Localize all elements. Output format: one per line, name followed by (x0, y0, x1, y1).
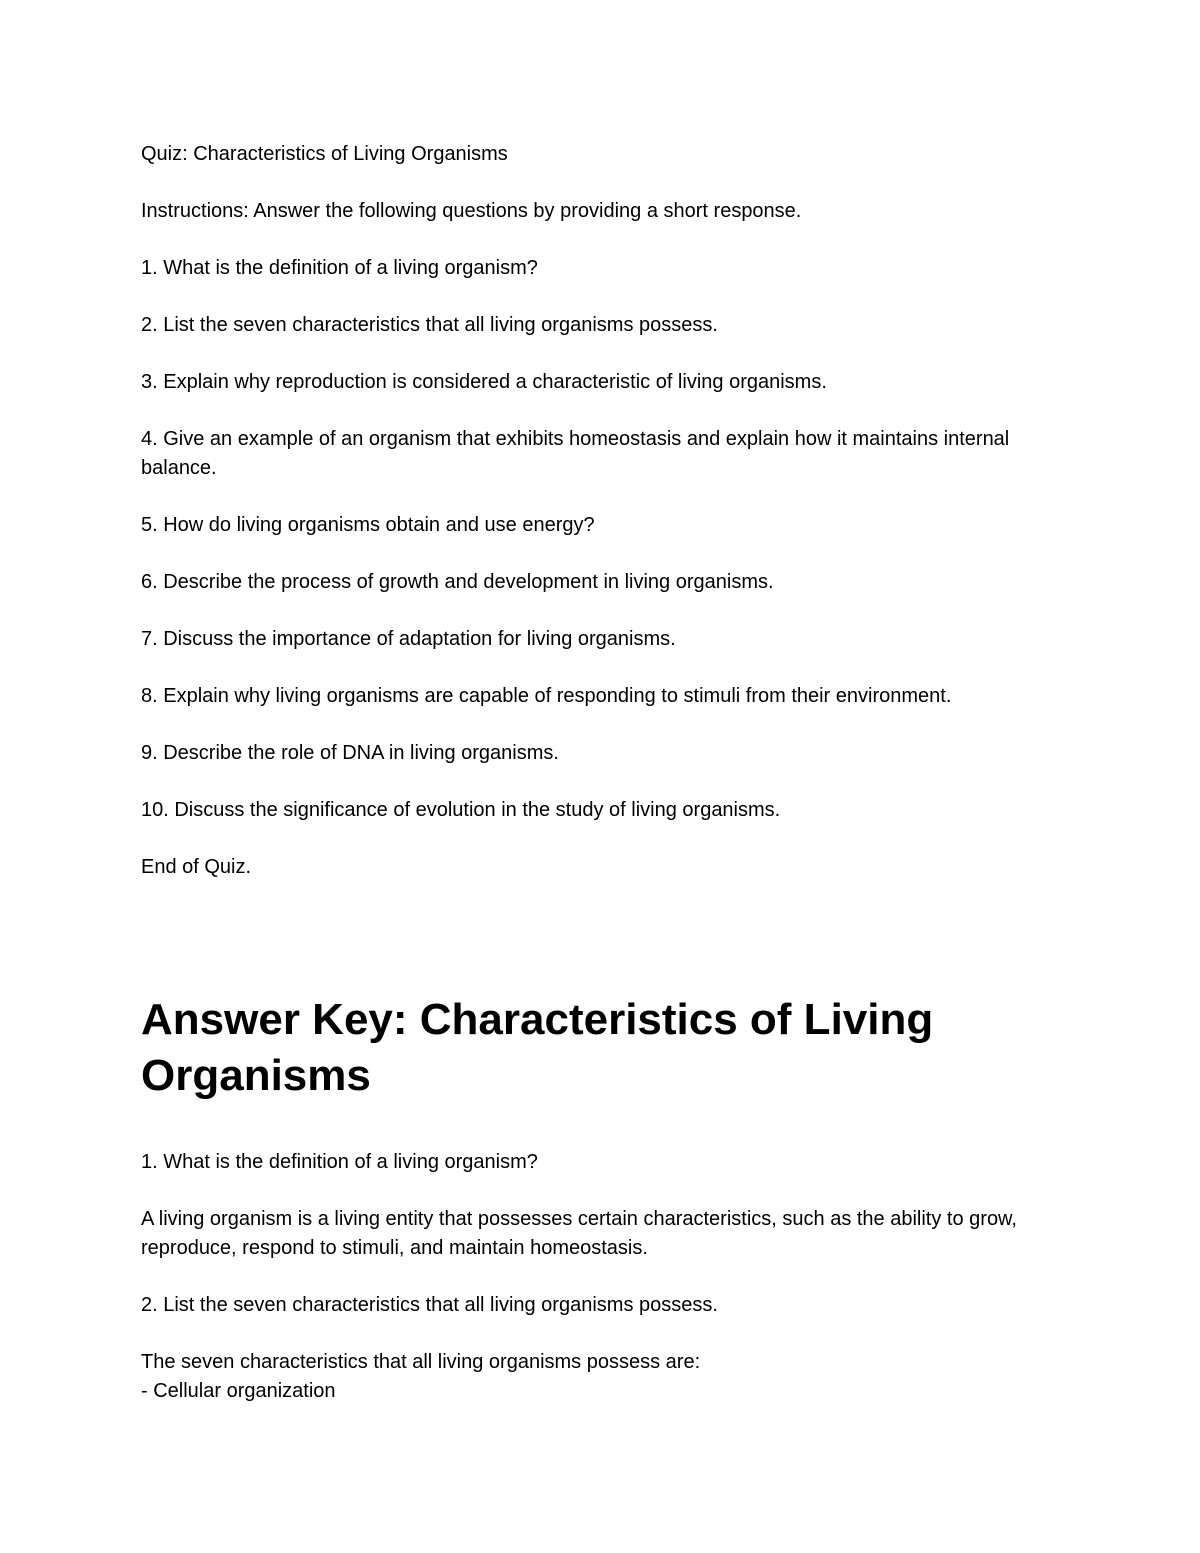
quiz-question: 6. Describe the process of growth and development in living organisms. (141, 571, 774, 593)
quiz-instructions: Instructions: Answer the following questions by providing a short response. (141, 200, 802, 222)
quiz-question: 10. Discuss the significance of evolution in the study of living organisms. (141, 799, 781, 821)
answer-key-heading: Answer Key: Characteristics of Living Organisms (141, 995, 934, 1100)
quiz-question: 1. What is the definition of a living organism? (141, 257, 538, 279)
quiz-question: 3. Explain why reproduction is considered a characteristic of living organisms. (141, 371, 827, 393)
answer-question-1: 1. What is the definition of a living organism? (141, 1151, 538, 1173)
answer-1: A living organism is a living entity that possesses certain characteristics, such as the ability to grow, reproduce, respond to stimuli, and maintain homeostasis. (141, 1208, 1023, 1259)
quiz-question: 5. How do living organisms obtain and use energy? (141, 514, 595, 536)
answer-question-2: 2. List the seven characteristics that all living organisms possess. (141, 1294, 718, 1316)
answer-2-item: - Cellular organization (141, 1380, 336, 1402)
quiz-question: 8. Explain why living organisms are capable of responding to stimuli from their environment. (141, 685, 952, 707)
quiz-title: Quiz: Characteristics of Living Organisms (141, 143, 508, 165)
quiz-question: 7. Discuss the importance of adaptation for living organisms. (141, 628, 676, 650)
quiz-question: 9. Describe the role of DNA in living organisms. (141, 742, 559, 764)
document-page (141, 140, 1041, 1406)
quiz-question: 2. List the seven characteristics that all living organisms possess. (141, 314, 718, 336)
section-spacer (141, 910, 1041, 992)
quiz-end: End of Quiz. (141, 856, 252, 878)
quiz-question: 4. Give an example of an organism that exhibits homeostasis and explain how it maintains internal balance. (141, 428, 1015, 479)
answer-2-intro: The seven characteristics that all living organisms possess are: (141, 1351, 701, 1373)
